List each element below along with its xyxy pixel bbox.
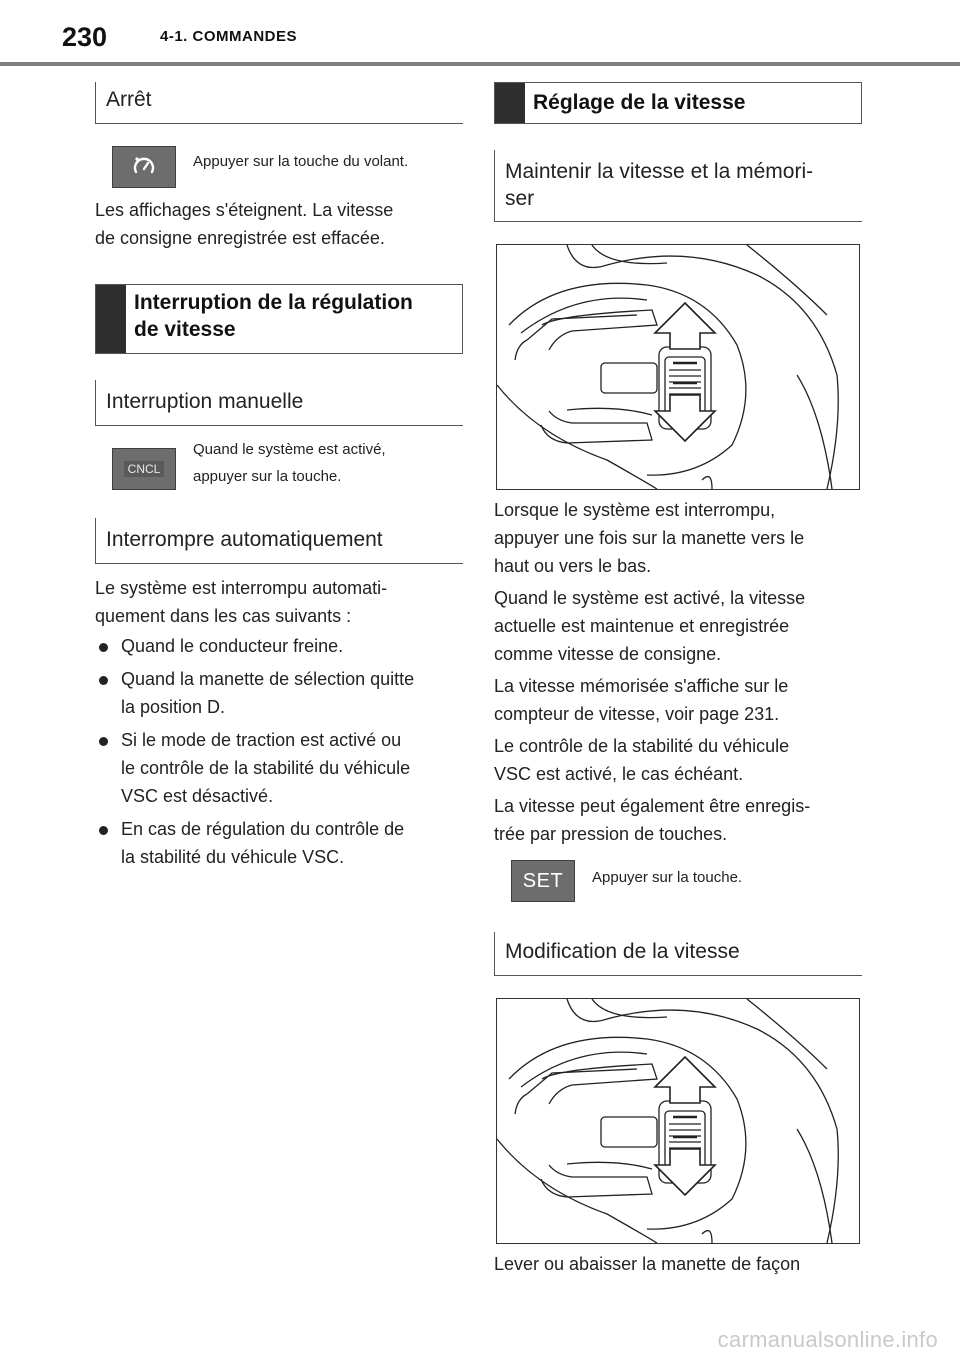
cruise-control-key: [112, 146, 176, 188]
arret-key-note: Appuyer sur la touche du volant.: [193, 153, 409, 170]
paragraph: Le contrôle de la stabilité du véhicule VSC est activé, le cas échéant.: [494, 736, 790, 784]
header-rule: [0, 62, 960, 66]
arret-heading: Arrêt: [95, 82, 463, 124]
chapter-title: 4-1. COMMANDES: [160, 28, 298, 45]
reglage-section-title: Réglage de la vitesse: [494, 82, 862, 124]
paragraph: Lorsque le système est interrompu, appuyer une fois sur la manette vers le haut ou vers le bas.: [494, 500, 805, 576]
maintain-heading: Maintenir la vitesse et la mémori- ser: [494, 150, 862, 222]
paragraph: Quand le système est activé, la vitesse actuelle est maintenue et enregistrée comme vitesse de consigne.: [494, 588, 806, 664]
interruption-section-title: Interruption de la régulation de vitesse: [95, 284, 463, 354]
steering-lever-figure-1: [496, 244, 860, 490]
cncl-key: [112, 448, 176, 490]
page-number: 230: [62, 22, 108, 52]
steering-lever-figure-2: [496, 998, 860, 1244]
modification-heading: Modification de la vitesse: [494, 932, 862, 976]
auto-paragraph: Le système est interrompu automati- quement dans les cas suivants :: [95, 578, 388, 626]
condition-list: [95, 632, 463, 876]
paragraph: La vitesse peut également être enregis- trée par pression de touches.: [494, 796, 811, 844]
set-key-note: Appuyer sur la touche.: [592, 869, 743, 886]
last-paragraph: Lever ou abaisser la manette de façon: [494, 1254, 801, 1274]
list-item: Quand la manette de sélection quitte la position D.: [95, 665, 463, 721]
set-key: [511, 860, 575, 902]
steering-wheel-lever-illustration: [497, 245, 859, 489]
cncl-key-note: Quand le système est activé, appuyer sur la touche.: [193, 441, 386, 485]
cruise-control-icon: [131, 155, 157, 179]
manual-interruption-heading: Interruption manuelle: [95, 380, 463, 426]
list-item: Quand le conducteur freine.: [95, 632, 463, 660]
list-item: En cas de régulation du contrôle de la stabilité du véhicule VSC.: [95, 815, 463, 871]
right-paragraphs: [494, 496, 810, 848]
section-bar: [495, 83, 525, 123]
set-key-label: SET: [522, 869, 564, 892]
watermark: carmanualsonline.info: [717, 1327, 938, 1352]
steering-wheel-lever-illustration: [497, 999, 859, 1243]
auto-interruption-heading: Interrompre automatiquement: [95, 518, 463, 564]
paragraph: La vitesse mémorisée s'affiche sur le compteur de vitesse, voir page 231.: [494, 676, 789, 724]
arret-paragraph: Les affichages s'éteignent. La vitesse de consigne enregistrée est effacée.: [95, 200, 394, 248]
list-item: Si le mode de traction est activé ou le contrôle de la stabilité du véhicule VSC est désactivé.: [95, 726, 463, 810]
section-bar: [96, 285, 126, 353]
cncl-key-label: CNCL: [124, 461, 165, 477]
